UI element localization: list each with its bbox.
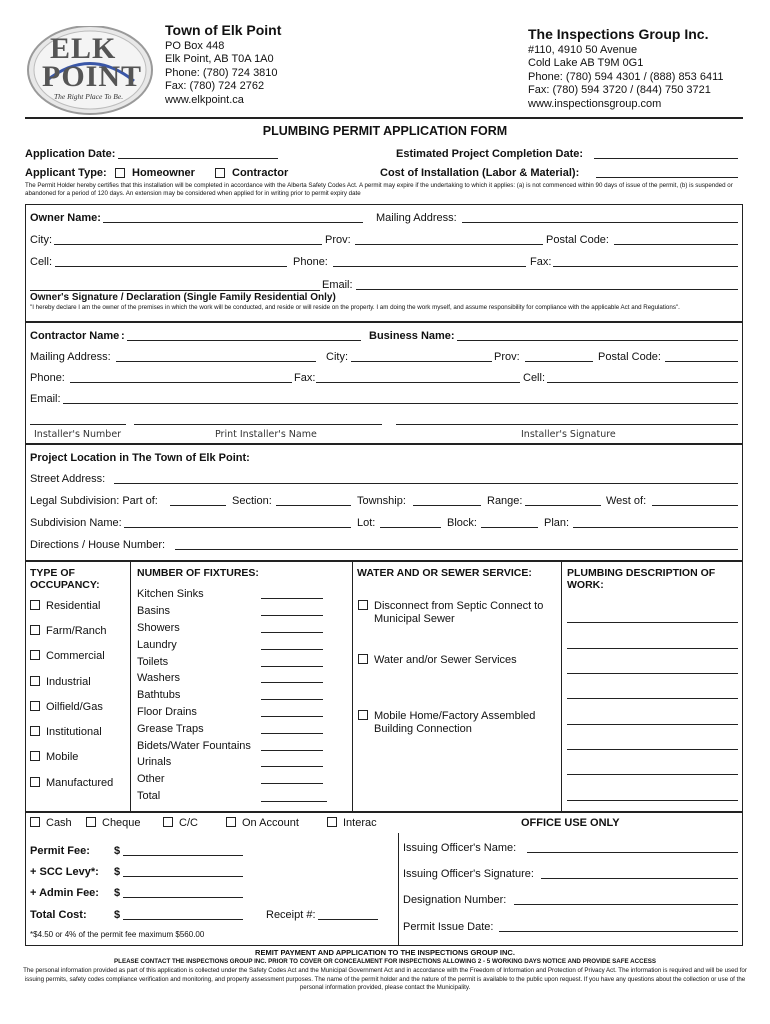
plan-field[interactable] xyxy=(573,527,738,528)
section-field[interactable] xyxy=(276,505,351,506)
fixture-count-field[interactable] xyxy=(261,733,323,734)
occupancy-item[interactable]: Manufactured xyxy=(30,777,113,789)
owner-email-field[interactable] xyxy=(356,289,738,290)
cheque-checkbox[interactable] xyxy=(86,817,96,827)
owner-fax-field[interactable] xyxy=(553,266,738,267)
owner-signature-field[interactable] xyxy=(30,290,320,291)
water-checkbox[interactable] xyxy=(358,710,368,720)
fixture-count-field[interactable] xyxy=(261,649,323,650)
scc-levy-field[interactable] xyxy=(123,876,243,877)
contractor-checkbox[interactable] xyxy=(215,168,225,178)
payment-cash[interactable]: Cash xyxy=(30,817,72,829)
total-cost-field[interactable] xyxy=(123,919,243,920)
township-field[interactable] xyxy=(413,505,481,506)
water-checkbox[interactable] xyxy=(358,654,368,664)
interac-checkbox[interactable] xyxy=(327,817,337,827)
fixture-count-field[interactable] xyxy=(261,666,323,667)
fixture-count-field[interactable] xyxy=(261,615,323,616)
payment-cheque[interactable]: Cheque xyxy=(86,817,141,829)
fixture-count-field[interactable] xyxy=(261,716,323,717)
admin-fee-field[interactable] xyxy=(123,897,243,898)
fixture-label: Laundry xyxy=(137,639,177,651)
occupancy-item[interactable]: Residential xyxy=(30,600,100,612)
contractor-city-field[interactable] xyxy=(351,361,492,362)
street-address-field[interactable] xyxy=(114,483,738,484)
directions-field[interactable] xyxy=(175,549,738,550)
designation-field[interactable] xyxy=(514,904,738,905)
officer-name-field[interactable] xyxy=(527,852,738,853)
occupancy-checkbox[interactable] xyxy=(30,751,40,761)
fixture-label: Floor Drains xyxy=(137,706,197,718)
owner-city-field[interactable] xyxy=(54,244,322,245)
occupancy-checkbox[interactable] xyxy=(30,625,40,635)
fixture-label: Toilets xyxy=(137,656,169,668)
owner-phone-field[interactable] xyxy=(333,266,526,267)
fixture-label: Urinals xyxy=(137,756,172,768)
contractor-phone-field[interactable] xyxy=(70,382,292,383)
receipt-field[interactable] xyxy=(318,919,378,920)
permit-disclaimer: The Permit Holder hereby certifies that this installation will be completed in accordance with the Alberta Safety Codes Act. A permit may expire if the undertaking to which it applies: (a) is not commenced within 90 days of issue of the permit, (b) is suspended or abandoned for a period of 120 days. An extension may be considered when applied for in writing prior to permit expiry date xyxy=(25,182,733,197)
water-checkbox[interactable] xyxy=(358,600,368,610)
payment-on-account[interactable]: On Account xyxy=(226,817,299,829)
homeowner-checkbox[interactable] xyxy=(115,168,125,178)
officer-signature-field[interactable] xyxy=(541,878,738,879)
water-option[interactable]: Water and/or Sewer Services xyxy=(358,654,517,666)
block-field[interactable] xyxy=(481,527,538,528)
application-date-field[interactable] xyxy=(118,158,278,159)
fixture-count-field[interactable] xyxy=(261,699,323,700)
payment-interac[interactable]: Interac xyxy=(327,817,377,829)
range-field[interactable] xyxy=(525,505,601,506)
fixture-label: Bathtubs xyxy=(137,689,181,701)
fixture-count-field[interactable] xyxy=(261,750,323,751)
fixture-count-field[interactable] xyxy=(261,598,323,599)
owner-name-field[interactable] xyxy=(103,222,363,223)
on-account-checkbox[interactable] xyxy=(226,817,236,827)
contractor-fax-field[interactable] xyxy=(316,382,520,383)
fixture-label: Other xyxy=(137,773,165,785)
occupancy-item[interactable]: Industrial xyxy=(30,676,91,688)
remit-notice: REMIT PAYMENT AND APPLICATION TO THE INSPECTIONS GROUP INC. xyxy=(255,948,515,957)
town-logo: ELK POINT The Right Place To Be. xyxy=(26,26,154,118)
company-name: The Inspections Group Inc. xyxy=(528,26,709,42)
privacy-notice: The personal information provided as part of this application is collected under the Safety Codes Act and the Municipal Government Act and in accordance with the Freedom of Information and Protection of Privacy Act. The information is required and will be used for issuing permits, safety codes compliance verification and monitoring, and property assessment purposes. The name of the permit holder and the nature of the permit is available to the public upon request. If you have any questions about the collection or use of the personal information provided, please contact the Municipality. xyxy=(23,967,747,991)
part-of-field[interactable] xyxy=(170,505,226,506)
completion-date-field[interactable] xyxy=(594,158,738,159)
installer-number-field[interactable] xyxy=(30,424,126,425)
fixture-label: Basins xyxy=(137,605,171,617)
fixture-count-field[interactable] xyxy=(261,682,323,683)
water-option[interactable]: Disconnect from Septic Connect to xyxy=(358,600,543,612)
fixture-count-field[interactable] xyxy=(261,783,323,784)
fixture-label: Total xyxy=(137,790,161,802)
subdivision-field[interactable] xyxy=(124,527,351,528)
contractor-mailing-field[interactable] xyxy=(116,361,316,362)
contractor-name-field[interactable] xyxy=(127,340,361,341)
occupancy-checkbox[interactable] xyxy=(30,600,40,610)
occupancy-item[interactable]: Oilfield/Gas xyxy=(30,701,103,713)
contractor-prov-field[interactable] xyxy=(525,361,593,362)
fixture-label: Kitchen Sinks xyxy=(137,588,204,600)
water-option[interactable]: Mobile Home/Factory Assembled xyxy=(358,710,535,722)
cost-field[interactable] xyxy=(596,177,738,178)
occupancy-item[interactable]: Farm/Ranch xyxy=(30,625,107,637)
payment-cc[interactable]: C/C xyxy=(163,817,198,829)
business-name-field[interactable] xyxy=(457,340,738,341)
payment-office-section xyxy=(25,812,743,946)
office-use-heading: OFFICE USE ONLY xyxy=(521,817,620,829)
lot-field[interactable] xyxy=(380,527,441,528)
cc-checkbox[interactable] xyxy=(163,817,173,827)
contractor-cell-field[interactable] xyxy=(547,382,738,383)
fixture-label: Bidets/Water Fountains xyxy=(137,740,251,752)
occupancy-item[interactable]: Commercial xyxy=(30,650,105,662)
owner-mailing-field[interactable] xyxy=(462,222,738,223)
fixture-count-field[interactable] xyxy=(261,632,323,633)
fixture-total-field[interactable] xyxy=(261,801,327,802)
fixture-label: Washers xyxy=(137,672,180,684)
fixture-label: Showers xyxy=(137,622,180,634)
west-of-field[interactable] xyxy=(652,505,738,506)
occupancy-item[interactable]: Mobile xyxy=(30,751,78,763)
occupancy-checkbox[interactable] xyxy=(30,701,40,711)
cash-checkbox[interactable] xyxy=(30,817,40,827)
fixture-label: Grease Traps xyxy=(137,723,204,735)
contractor-email-field[interactable] xyxy=(63,403,738,404)
occupancy-checkbox[interactable] xyxy=(30,676,40,686)
owner-postal-field[interactable] xyxy=(614,244,738,245)
inspection-notice: PLEASE CONTACT THE INSPECTIONS GROUP INC. PRIOR TO COVER OR CONCEALMENT FOR INSPECTIONS ALLOWING 2 - 5 WORKING DAYS NOTICE AND PROVIDE SAFE ACCESS xyxy=(114,958,656,965)
occupancy-item[interactable]: Institutional xyxy=(30,726,102,738)
occupancy-checkbox[interactable] xyxy=(30,777,40,787)
fixture-count-field[interactable] xyxy=(261,766,323,767)
town-name: Town of Elk Point xyxy=(165,22,282,38)
issue-date-field[interactable] xyxy=(499,931,738,932)
installer-name-field[interactable] xyxy=(134,424,382,425)
installer-signature-field[interactable] xyxy=(396,424,738,425)
owner-cell-field[interactable] xyxy=(55,266,287,267)
form-title: PLUMBING PERMIT APPLICATION FORM xyxy=(262,124,508,138)
permit-fee-field[interactable] xyxy=(123,855,243,856)
owner-prov-field[interactable] xyxy=(355,244,543,245)
occupancy-checkbox[interactable] xyxy=(30,650,40,660)
contractor-postal-field[interactable] xyxy=(665,361,738,362)
occupancy-checkbox[interactable] xyxy=(30,726,40,736)
